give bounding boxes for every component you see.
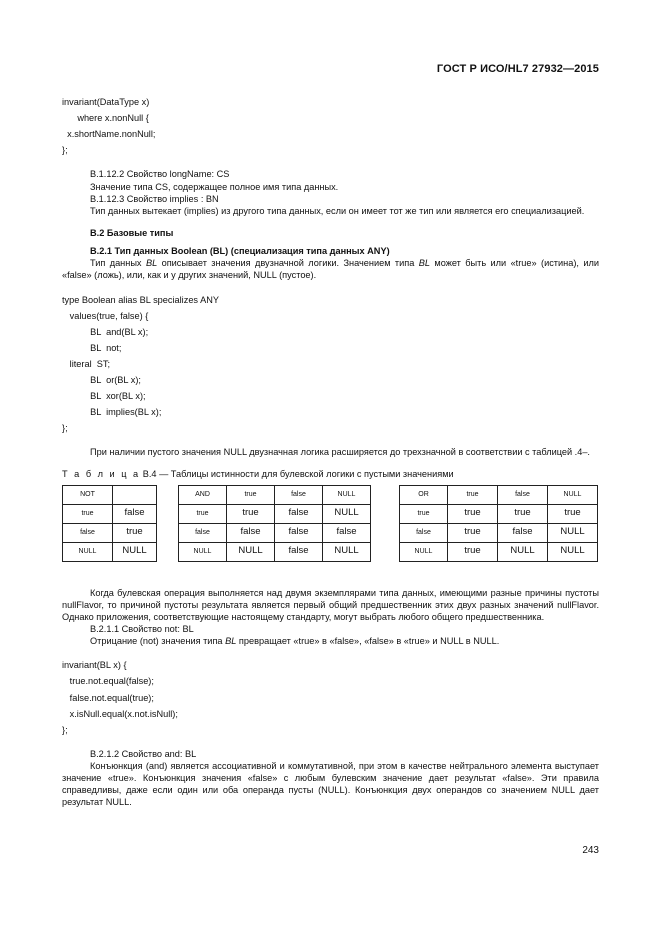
table-cell: NULL (548, 542, 598, 561)
table-header-cell: false (498, 485, 548, 504)
table-cell: false (227, 523, 275, 542)
table-row (400, 485, 598, 504)
section-heading-b2: B.2 Базовые типы (90, 227, 174, 238)
table-header-cell: true (400, 504, 448, 523)
table-header-cell: NULL (179, 542, 227, 561)
code-line: literal ST; (62, 358, 110, 369)
paragraph-and: Конъюнкция (and) является ассоциативной и коммутативной, при этом в качестве нейтрального элемента выступает значение «true». Конъюнкция значения «false» с любым булевским значение дает результат «false». Эти правила справедливы, даже если один или оба операнда пусты (NULL). Конъюнкция двух операндов со значением NULL дает результат NULL. (62, 760, 599, 808)
subsection-heading-not: B.2.1.1 Свойство not: BL (90, 624, 194, 635)
paragraph-boolean: Тип данных BL описывает значения двузначной логики. Значением типа BL может быть или «true» (истина), или «false» (ложь), или, как и у других значений, NULL (пустое). (62, 258, 599, 281)
code-line: where x.nonNull { (62, 113, 149, 124)
table-row (63, 485, 157, 504)
table-header-cell: NULL (400, 542, 448, 561)
table-caption: Т а б л и ц а B.4 — Таблицы истинности для булевской логики с пустыми значениями (62, 469, 454, 480)
subsection-heading-and: B.2.1.2 Свойство and: BL (90, 748, 197, 759)
code-line: BL or(BL x); (62, 374, 141, 385)
code-line: }; (62, 423, 68, 434)
table-row (179, 542, 371, 561)
table-header-cell: true (227, 485, 275, 504)
truth-table-and (178, 485, 371, 562)
page-number: 243 (582, 845, 599, 856)
table-row (400, 523, 598, 542)
table-row (400, 504, 598, 523)
table-cell: true (227, 504, 275, 523)
code-line: x.isNull.equal(x.not.isNull); (62, 708, 178, 719)
table-row (179, 523, 371, 542)
table-header-cell: NULL (63, 542, 113, 561)
code-line: false.not.equal(true); (62, 692, 154, 703)
code-line: BL and(BL x); (62, 326, 149, 337)
table-cell: false (323, 523, 371, 542)
document-header: ГОСТ Р ИСО/HL7 27932—2015 (436, 63, 599, 75)
truth-tables (62, 485, 599, 581)
table-cell: true (448, 542, 498, 561)
table-cell: true (548, 504, 598, 523)
paragraph-nullflavor: Когда булевская операция выполняется над двумя экземплярами типа данных, имеющими разные причины пустоты nullFlavor, то причиной пустоты результата является первый общий предшественник этих двух разных значений nullFlavor. Однако приложения, соответствующие настоящему стандарту, могут выбрать любого общего предшественника. (62, 587, 599, 622)
truth-table-or (399, 485, 598, 562)
table-row (63, 542, 157, 561)
table-cell: true (448, 523, 498, 542)
truth-table-not (62, 485, 157, 562)
table-header-cell: true (179, 504, 227, 523)
paragraph-longname: Значение типа CS, содержащее полное имя типа данных. (90, 181, 339, 192)
table-cell: true (498, 504, 548, 523)
section-heading-b21: B.2.1 Тип данных Boolean (BL) (специализация типа данных ANY) (90, 246, 390, 257)
table-cell: NULL (498, 542, 548, 561)
code-line: BL not; (62, 342, 122, 353)
code-line: BL xor(BL x); (62, 391, 146, 402)
table-header-cell (113, 485, 157, 504)
paragraph-not: Отрицание (not) значения типа BL превращает «true» в «false», «false» в «true» и NULL в NULL. (90, 636, 500, 647)
code-line: BL implies(BL x); (62, 407, 162, 418)
paragraph-implies: Тип данных вытекает (implies) из другого типа данных, если он имеет тот же тип или является его специализацией. (90, 205, 585, 216)
table-header-cell: NOT (63, 485, 113, 504)
code-block-bl-invariant (62, 657, 599, 737)
table-cell: NULL (113, 542, 157, 561)
table-row (179, 485, 371, 504)
code-line: true.not.equal(false); (62, 676, 154, 687)
table-row (179, 504, 371, 523)
table-header-cell: false (179, 523, 227, 542)
code-line: type Boolean alias BL specializes ANY (62, 294, 219, 305)
table-header-cell: false (63, 523, 113, 542)
table-cell: NULL (323, 542, 371, 561)
table-row (63, 504, 157, 523)
code-line: invariant(BL x) { (62, 660, 127, 671)
code-line: values(true, false) { (62, 310, 149, 321)
table-header-cell: true (448, 485, 498, 504)
table-row (63, 523, 157, 542)
code-line: x.shortName.nonNull; (62, 129, 156, 140)
table-header-cell: AND (179, 485, 227, 504)
table-header-cell: OR (400, 485, 448, 504)
table-cell: false (275, 523, 323, 542)
table-header-cell: false (275, 485, 323, 504)
table-header-cell: true (63, 504, 113, 523)
table-cell: NULL (323, 504, 371, 523)
table-cell: false (498, 523, 548, 542)
table-cell: true (448, 504, 498, 523)
code-block-datatype-invariant (62, 94, 599, 158)
table-row (400, 542, 598, 561)
table-header-cell: false (400, 523, 448, 542)
subsection-heading-longname: B.1.12.2 Свойство longName: CS (90, 169, 230, 180)
table-cell: NULL (227, 542, 275, 561)
table-cell: false (275, 504, 323, 523)
page-content (62, 94, 599, 809)
code-line: }; (62, 724, 68, 735)
code-line: invariant(DataType x) (62, 97, 150, 107)
paragraph-null-logic: При наличии пустого значения NULL двузначная логика расширяется до трехзначной в соответствии с таблицей .4–. (90, 447, 590, 458)
table-header-cell: NULL (548, 485, 598, 504)
table-cell: true (113, 523, 157, 542)
code-block-boolean-type (62, 292, 599, 437)
code-line: }; (62, 145, 68, 156)
table-cell: false (275, 542, 323, 561)
table-cell: NULL (548, 523, 598, 542)
table-header-cell: NULL (323, 485, 371, 504)
subsection-heading-implies: B.1.12.3 Свойство implies : BN (90, 193, 219, 204)
table-cell: false (113, 504, 157, 523)
